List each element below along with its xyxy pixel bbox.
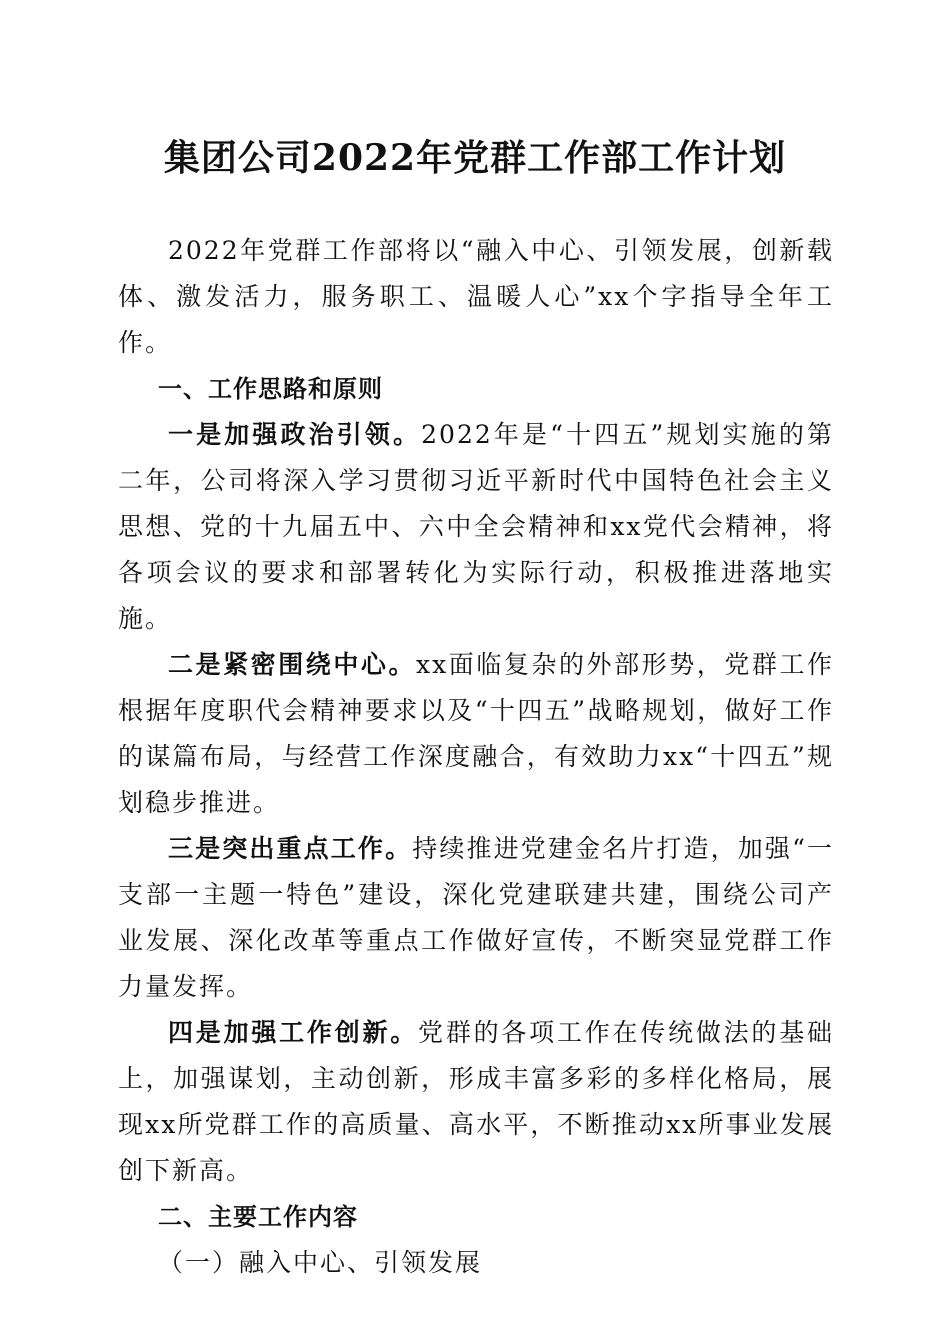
principle-text-1: 2022年是“十四五”规划实施的第二年，公司将深入学习贯彻习近平新时代中国特色社会主义思想、党的十九届五中、六中全会精神和xx党代会精神，将各项会议的要求和部署转化为实际行动，积极推进落地实施。 [118, 420, 834, 633]
document-title: 集团公司2022年党群工作部工作计划 [163, 137, 787, 179]
intro-paragraph: 2022年党群工作部将以“融入中心、引领发展，创新载体、激发活力，服务职工、温暖人心”xx个字指导全年工作。 [118, 236, 834, 357]
principle-lead-2: 二是紧密围绕中心。 [168, 650, 417, 679]
principle-lead-3: 三是突出重点工作。 [168, 834, 413, 863]
principle-text-4: 党群的各项工作在传统做法的基础上，加强谋划，主动创新，形成丰富多彩的多样化格局，展现xx所党群工作的高质量、高水平，不断推动xx所事业发展创下新高。 [118, 1018, 834, 1185]
principle-text-3: 持续推进党建金名片打造，加强“一支部一主题一特色”建设，深化党建联建共建，围绕公司产业发展、深化改革等重点工作做好宣传，不断突显党群工作力量发挥。 [118, 834, 834, 1001]
document-body [118, 228, 834, 1286]
section-heading-2: 二、主要工作内容 [158, 1203, 358, 1231]
subsection-heading-1: （一）融入中心、引领发展 [158, 1248, 483, 1277]
principle-paragraph-2 [118, 642, 834, 826]
section-heading-1: 一、工作思路和原则 [158, 375, 383, 403]
principle-lead-1: 一是加强政治引领。 [168, 420, 422, 449]
principle-lead-4: 四是加强工作创新。 [168, 1018, 419, 1047]
principle-paragraph-3 [118, 826, 834, 1010]
principle-paragraph-4 [118, 1010, 834, 1194]
principle-paragraph-1 [118, 412, 834, 642]
principle-text-2: xx面临复杂的外部形势，党群工作根据年度职代会精神要求以及“十四五”战略规划，做好工作的谋篇布局，与经营工作深度融合，有效助力xx“十四五”规划稳步推进。 [118, 650, 834, 817]
